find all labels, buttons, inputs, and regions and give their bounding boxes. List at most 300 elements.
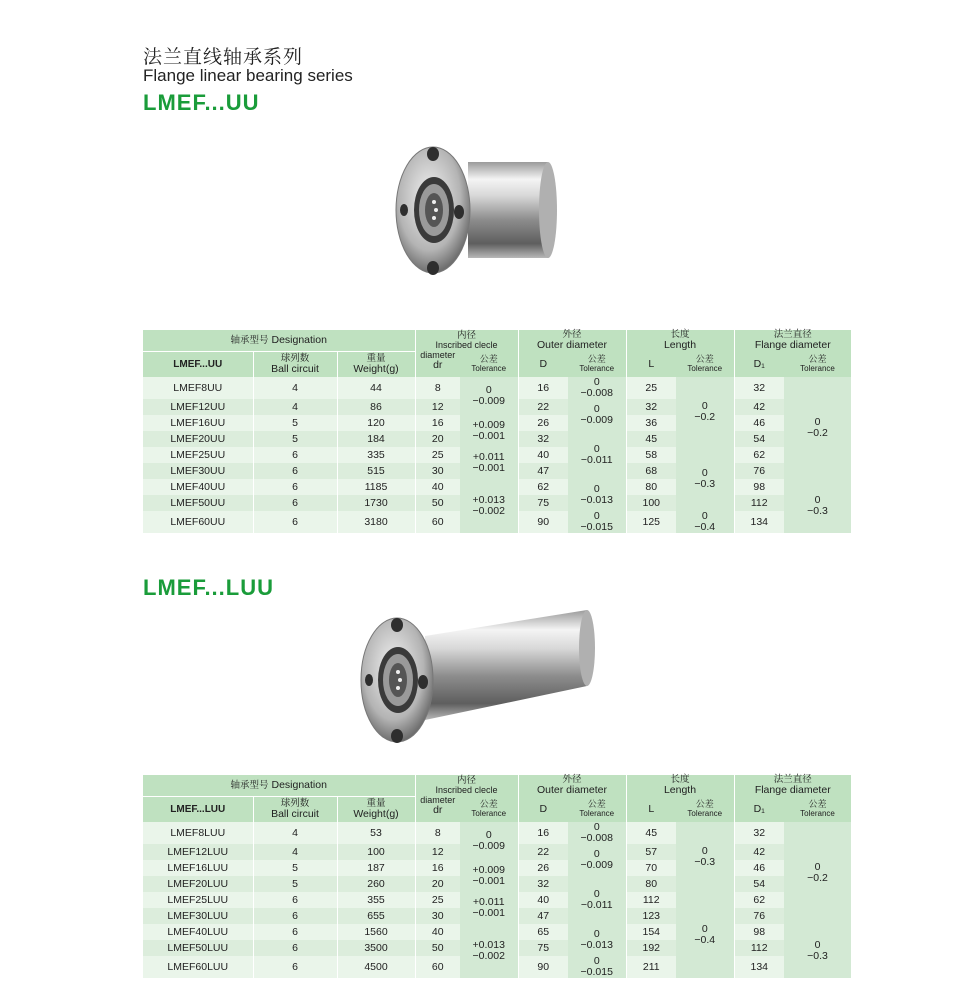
col-L-tol-en: Tolerance [687, 363, 723, 373]
col-D: D [518, 796, 568, 822]
section-heading-luu: LMEF...LUU [143, 575, 274, 600]
cell-D: 32 [518, 431, 568, 447]
tolerance-upper: 0 [593, 376, 600, 388]
tolerance-lower: −0.008 [580, 387, 613, 399]
cell-D: 75 [518, 495, 568, 511]
cell-model: LMEF16UU [143, 415, 253, 431]
tolerance-cell-D5 [568, 956, 626, 978]
cell-L: 45 [626, 822, 676, 844]
col-dr [415, 351, 460, 377]
col-L-tol-cn: 公差 [695, 354, 714, 365]
col-ball [253, 796, 337, 822]
col-weight [337, 351, 415, 377]
tolerance-lower: −0.001 [472, 430, 505, 442]
col-dr-tol-cn: 公差 [479, 799, 498, 810]
cell-weight: 1730 [337, 495, 415, 511]
cell-weight: 335 [337, 447, 415, 463]
tolerance-upper: 0 [593, 443, 600, 455]
tolerance-lower: −0.011 [580, 899, 613, 911]
cell-model: LMEF12LUU [143, 844, 253, 860]
header-flange [734, 775, 851, 796]
col-L-tol [676, 796, 734, 822]
tolerance-cell-L1 [676, 377, 734, 447]
tolerance-cell-dr2 [460, 860, 518, 892]
header-inner-en: Inscribed clecle [435, 340, 498, 350]
cell-model: LMEF30UU [143, 463, 253, 479]
tolerance-cell-L2 [676, 892, 734, 978]
header-length [626, 775, 734, 796]
cell-ball: 6 [253, 495, 337, 511]
tolerance-upper: 0 [814, 494, 821, 506]
cell-ball: 6 [253, 511, 337, 533]
spec-table-uu [143, 330, 851, 533]
header-outer-en: Outer diameter [536, 339, 608, 351]
cell-D1: 134 [734, 956, 784, 978]
col-D: D [518, 351, 568, 377]
cell-L: 154 [626, 924, 676, 940]
tolerance-cell-D2 [568, 844, 626, 876]
tolerance-cell-D3 [568, 876, 626, 924]
tolerance-cell-D5 [568, 511, 626, 533]
tolerance-lower: −0.3 [694, 478, 716, 490]
cell-ball: 6 [253, 940, 337, 956]
tolerance-upper: +0.011 [472, 896, 505, 908]
tolerance-lower: −0.009 [580, 414, 613, 426]
spec-table-uu-body [143, 377, 851, 533]
cell-ball: 6 [253, 447, 337, 463]
header-designation [143, 775, 415, 796]
header-flange-en: Flange diameter [754, 784, 831, 796]
table-row [143, 479, 851, 495]
tolerance-lower: −0.2 [807, 872, 828, 884]
cell-D1: 76 [734, 908, 784, 924]
cell-dr: 20 [415, 876, 460, 892]
tolerance-cell-D1 [568, 377, 626, 399]
header-flange [734, 330, 851, 351]
tolerance-upper: 0 [701, 845, 708, 857]
cell-D1: 62 [734, 892, 784, 908]
cell-D: 32 [518, 876, 568, 892]
tolerance-upper: +0.009 [472, 419, 505, 431]
tolerance-lower: −0.013 [580, 939, 613, 951]
table-row [143, 860, 851, 876]
cell-L: 125 [626, 511, 676, 533]
table-row [143, 447, 851, 463]
cell-L: 57 [626, 844, 676, 860]
cell-L: 80 [626, 876, 676, 892]
col-ball-en: Ball circuit [271, 362, 319, 375]
cell-ball: 6 [253, 924, 337, 940]
cell-D: 16 [518, 377, 568, 399]
cell-D: 65 [518, 924, 568, 940]
cell-D1: 62 [734, 447, 784, 463]
cell-weight: 3180 [337, 511, 415, 533]
col-dr-label: dr [433, 358, 443, 371]
header-inner-en: Inscribed clecle [435, 785, 498, 795]
header-designation-cn: 轴承型号 [230, 779, 269, 791]
tolerance-cell-dr4 [460, 479, 518, 533]
cell-D1: 134 [734, 511, 784, 533]
col-ball-cn: 球列数 [280, 352, 310, 364]
col-L-tol-en: Tolerance [687, 808, 723, 818]
header-designation [143, 330, 415, 351]
cell-ball: 6 [253, 956, 337, 978]
col-weight-cn: 重量 [366, 352, 386, 364]
cell-dr: 12 [415, 844, 460, 860]
cell-D: 90 [518, 956, 568, 978]
tolerance-upper: 0 [593, 848, 600, 860]
header-designation-en: Designation [271, 333, 327, 346]
tolerance-lower: −0.001 [472, 462, 505, 474]
header-flange-cn: 法兰直径 [773, 774, 812, 785]
tolerance-upper: 0 [814, 416, 821, 428]
cell-L: 70 [626, 860, 676, 876]
tolerance-cell-dr4 [460, 924, 518, 978]
col-dr-tol-en: Tolerance [471, 363, 507, 373]
tolerance-lower: −0.009 [472, 395, 505, 407]
cell-model: LMEF8LUU [143, 822, 253, 844]
tolerance-cell-D1 [568, 822, 626, 844]
cell-ball: 4 [253, 377, 337, 399]
cell-weight: 184 [337, 431, 415, 447]
cell-dr: 25 [415, 892, 460, 908]
cell-D: 90 [518, 511, 568, 533]
tolerance-lower: −0.2 [807, 427, 828, 439]
table-row [143, 924, 851, 940]
col-D1-tol-cn: 公差 [808, 354, 827, 365]
cell-weight: 86 [337, 399, 415, 415]
cell-L: 58 [626, 447, 676, 463]
tolerance-cell-dr2 [460, 415, 518, 447]
title-en: Flange linear bearing series [143, 66, 353, 85]
cell-model: LMEF40UU [143, 479, 253, 495]
cell-weight: 100 [337, 844, 415, 860]
tolerance-cell-D3 [568, 431, 626, 479]
cell-model: LMEF16LUU [143, 860, 253, 876]
cell-ball: 5 [253, 876, 337, 892]
tolerance-upper: +0.011 [472, 451, 505, 463]
col-D1: D₁ [734, 796, 784, 822]
cell-D: 40 [518, 892, 568, 908]
col-weight-en: Weight(g) [353, 807, 399, 820]
cell-ball: 4 [253, 844, 337, 860]
cell-ball: 6 [253, 908, 337, 924]
col-D1-tol-cn: 公差 [808, 799, 827, 810]
cell-dr: 30 [415, 463, 460, 479]
cell-D: 26 [518, 860, 568, 876]
spec-table-luu-body [143, 822, 851, 978]
col-D-tol [568, 796, 626, 822]
flange-bearing-short-image [388, 140, 568, 285]
cell-D: 40 [518, 447, 568, 463]
cell-D1: 46 [734, 415, 784, 431]
cell-D: 75 [518, 940, 568, 956]
tolerance-upper: 0 [593, 403, 600, 415]
col-dr-tol-cn: 公差 [479, 354, 498, 365]
cell-model: LMEF30LUU [143, 908, 253, 924]
spec-table-luu [143, 775, 851, 978]
cell-weight: 515 [337, 463, 415, 479]
cell-ball: 6 [253, 892, 337, 908]
tolerance-upper: 0 [485, 829, 492, 841]
tolerance-cell-F2 [784, 479, 851, 533]
tolerance-cell-L2 [676, 447, 734, 511]
header-length-cn: 长度 [670, 774, 690, 785]
col-D1-tol-en: Tolerance [800, 363, 835, 373]
col-dr [415, 796, 460, 822]
col-L-tol-cn: 公差 [695, 799, 714, 810]
col-D-tol-cn: 公差 [587, 354, 606, 365]
cell-L: 80 [626, 479, 676, 495]
col-D-tol-cn: 公差 [587, 799, 606, 810]
title-cn: 法兰直线轴承系列 [143, 46, 304, 68]
cell-ball: 4 [253, 822, 337, 844]
cell-model: LMEF25LUU [143, 892, 253, 908]
col-D-tol-en: Tolerance [579, 363, 615, 373]
col-weight [337, 796, 415, 822]
col-weight-en: Weight(g) [353, 362, 399, 375]
cell-D: 47 [518, 908, 568, 924]
cell-ball: 5 [253, 415, 337, 431]
tolerance-upper: 0 [593, 928, 600, 940]
cell-model: LMEF20UU [143, 431, 253, 447]
cell-ball: 6 [253, 479, 337, 495]
cell-L: 192 [626, 940, 676, 956]
tolerance-cell-D4 [568, 924, 626, 956]
col-ball [253, 351, 337, 377]
col-ball-cn: 球列数 [280, 797, 310, 809]
tolerance-lower: −0.2 [694, 411, 716, 423]
cell-dr: 8 [415, 377, 460, 399]
col-model-label: LMEF...UU [143, 351, 253, 377]
cell-weight: 1560 [337, 924, 415, 940]
cell-D1: 112 [734, 495, 784, 511]
cell-dr: 50 [415, 940, 460, 956]
cell-L: 123 [626, 908, 676, 924]
cell-dr: 30 [415, 908, 460, 924]
cell-dr: 60 [415, 956, 460, 978]
cell-model: LMEF40LUU [143, 924, 253, 940]
header-length [626, 330, 734, 351]
header-inner [415, 330, 518, 351]
cell-weight: 187 [337, 860, 415, 876]
tolerance-upper: 0 [701, 510, 708, 522]
tolerance-cell-F1 [784, 822, 851, 924]
cell-weight: 120 [337, 415, 415, 431]
tolerance-cell-dr1 [460, 377, 518, 415]
tolerance-upper: 0 [593, 955, 600, 967]
cell-D: 47 [518, 463, 568, 479]
header-outer-cn: 外径 [562, 774, 582, 785]
cell-D1: 98 [734, 924, 784, 940]
cell-model: LMEF12UU [143, 399, 253, 415]
tolerance-lower: −0.001 [472, 907, 505, 919]
cell-L: 25 [626, 377, 676, 399]
tolerance-lower: −0.011 [580, 454, 613, 466]
col-dr-tol [460, 796, 518, 822]
table-row [143, 377, 851, 399]
cell-ball: 5 [253, 860, 337, 876]
cell-ball: 4 [253, 399, 337, 415]
cell-dr: 40 [415, 479, 460, 495]
header-flange-cn: 法兰直径 [773, 329, 812, 340]
table-row [143, 415, 851, 431]
flange-bearing-long-image [355, 608, 605, 748]
col-L: L [626, 351, 676, 377]
tolerance-lower: −0.3 [807, 505, 828, 517]
header-designation-cn: 轴承型号 [230, 334, 269, 346]
header-inner-cn: 内径 [456, 330, 476, 341]
cell-model: LMEF50LUU [143, 940, 253, 956]
tolerance-cell-dr3 [460, 447, 518, 479]
tolerance-upper: +0.013 [472, 939, 505, 951]
cell-model: LMEF60UU [143, 511, 253, 533]
col-D1-tol [784, 351, 851, 377]
header-flange-en: Flange diameter [754, 339, 831, 351]
cell-dr: 16 [415, 415, 460, 431]
tolerance-cell-D4 [568, 479, 626, 511]
cell-D: 16 [518, 822, 568, 844]
header-designation-en: Designation [271, 778, 327, 791]
cell-D1: 112 [734, 940, 784, 956]
header-outer [518, 775, 626, 796]
cell-D1: 98 [734, 479, 784, 495]
cell-dr: 8 [415, 822, 460, 844]
tolerance-lower: −0.009 [472, 840, 505, 852]
col-dr-tol-en: Tolerance [471, 808, 507, 818]
header-length-cn: 长度 [670, 329, 690, 340]
cell-D: 22 [518, 844, 568, 860]
tolerance-upper: 0 [593, 510, 600, 522]
tolerance-upper: +0.013 [472, 494, 505, 506]
tolerance-lower: −0.001 [472, 875, 505, 887]
cell-dr: 60 [415, 511, 460, 533]
tolerance-lower: −0.4 [694, 934, 716, 946]
cell-D: 26 [518, 415, 568, 431]
col-D1: D₁ [734, 351, 784, 377]
cell-D1: 32 [734, 822, 784, 844]
cell-model: LMEF60LUU [143, 956, 253, 978]
tolerance-upper: 0 [701, 923, 708, 935]
cell-weight: 3500 [337, 940, 415, 956]
cell-D1: 42 [734, 844, 784, 860]
tolerance-upper: 0 [701, 400, 708, 412]
cell-weight: 260 [337, 876, 415, 892]
cell-D1: 54 [734, 431, 784, 447]
cell-dr: 12 [415, 399, 460, 415]
cell-L: 112 [626, 892, 676, 908]
col-L-tol [676, 351, 734, 377]
tolerance-lower: −0.009 [580, 859, 613, 871]
col-dr-tol [460, 351, 518, 377]
section-heading-uu: LMEF...UU [143, 90, 260, 115]
cell-D: 22 [518, 399, 568, 415]
cell-D1: 42 [734, 399, 784, 415]
tolerance-lower: −0.4 [694, 521, 716, 533]
cell-D1: 32 [734, 377, 784, 399]
cell-dr: 20 [415, 431, 460, 447]
cell-dr: 25 [415, 447, 460, 463]
cell-D: 62 [518, 479, 568, 495]
header-outer-en: Outer diameter [536, 784, 608, 796]
tolerance-lower: −0.002 [472, 950, 505, 962]
tolerance-cell-L3 [676, 511, 734, 533]
cell-dr: 40 [415, 924, 460, 940]
cell-L: 68 [626, 463, 676, 479]
cell-model: LMEF20LUU [143, 876, 253, 892]
col-D1-tol-en: Tolerance [800, 808, 835, 818]
cell-weight: 355 [337, 892, 415, 908]
tolerance-cell-F2 [784, 924, 851, 978]
cell-model: LMEF25UU [143, 447, 253, 463]
cell-weight: 4500 [337, 956, 415, 978]
cell-model: LMEF8UU [143, 377, 253, 399]
col-D-tol-en: Tolerance [579, 808, 615, 818]
cell-dr: 16 [415, 860, 460, 876]
tolerance-upper: 0 [485, 384, 492, 396]
header-length-en: Length [663, 784, 697, 796]
table-row [143, 822, 851, 844]
cell-L: 211 [626, 956, 676, 978]
cell-dr: 50 [415, 495, 460, 511]
header-inner-cn: 内径 [456, 775, 476, 786]
cell-L: 45 [626, 431, 676, 447]
cell-D1: 46 [734, 860, 784, 876]
cell-model: LMEF50UU [143, 495, 253, 511]
cell-L: 100 [626, 495, 676, 511]
tolerance-upper: 0 [701, 467, 708, 479]
tolerance-cell-dr1 [460, 822, 518, 860]
cell-weight: 44 [337, 377, 415, 399]
header-inner-en2: diameter [420, 349, 456, 360]
tolerance-lower: −0.015 [580, 521, 613, 533]
tolerance-lower: −0.002 [472, 505, 505, 517]
cell-D1: 76 [734, 463, 784, 479]
tolerance-lower: −0.3 [694, 856, 716, 868]
tolerance-cell-F1 [784, 377, 851, 479]
tolerance-lower: −0.013 [580, 494, 613, 506]
cell-ball: 5 [253, 431, 337, 447]
cell-weight: 655 [337, 908, 415, 924]
tolerance-cell-L1 [676, 822, 734, 892]
header-inner-en2: diameter [420, 794, 456, 805]
cell-D1: 54 [734, 876, 784, 892]
tolerance-cell-D2 [568, 399, 626, 431]
col-dr-label: dr [433, 803, 443, 816]
header-inner [415, 775, 518, 796]
tolerance-upper: +0.009 [472, 864, 505, 876]
tolerance-lower: −0.008 [580, 832, 613, 844]
header-outer-cn: 外径 [562, 329, 582, 340]
tolerance-upper: 0 [814, 939, 821, 951]
col-L: L [626, 796, 676, 822]
table-row [143, 892, 851, 908]
cell-weight: 53 [337, 822, 415, 844]
col-ball-en: Ball circuit [271, 807, 319, 820]
header-length-en: Length [663, 339, 697, 351]
tolerance-cell-dr3 [460, 892, 518, 924]
cell-weight: 1185 [337, 479, 415, 495]
tolerance-upper: 0 [593, 821, 600, 833]
tolerance-lower: −0.3 [807, 950, 828, 962]
tolerance-lower: −0.015 [580, 966, 613, 978]
tolerance-upper: 0 [593, 888, 600, 900]
col-D1-tol [784, 796, 851, 822]
header-outer [518, 330, 626, 351]
cell-L: 36 [626, 415, 676, 431]
tolerance-upper: 0 [814, 861, 821, 873]
cell-ball: 6 [253, 463, 337, 479]
